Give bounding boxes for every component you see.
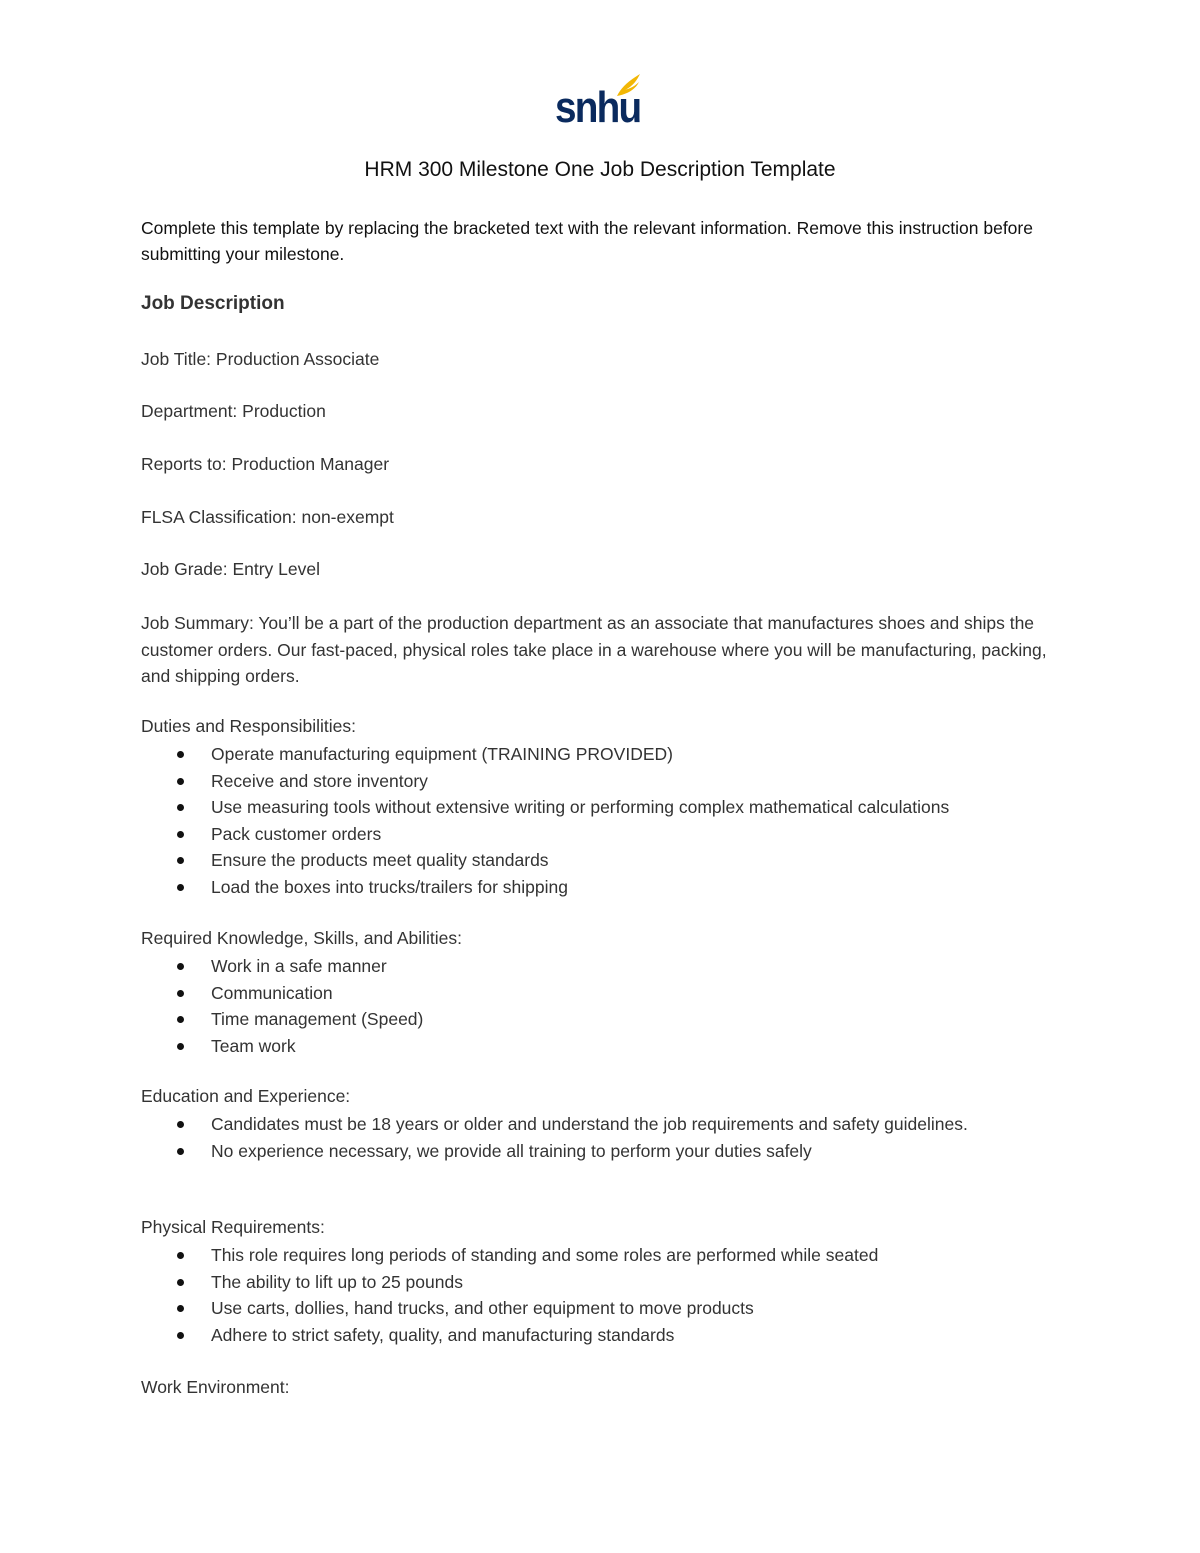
bullet-icon xyxy=(177,1252,184,1259)
list-item: Adhere to strict safety, quality, and manufacturing standards xyxy=(141,1322,1081,1349)
ksa-list xyxy=(141,953,1081,1059)
bullet-icon xyxy=(177,1148,184,1155)
bullet-icon xyxy=(177,857,184,864)
bullet-icon xyxy=(177,804,184,811)
bullet-icon xyxy=(177,1121,184,1128)
logo-text: snhu xyxy=(555,83,641,132)
physical-label: Physical Requirements: xyxy=(141,1217,325,1237)
bullet-icon xyxy=(177,831,184,838)
list-item: Team work xyxy=(141,1033,1081,1060)
snhu-logo xyxy=(555,72,645,134)
bullet-icon xyxy=(177,751,184,758)
page-title: HRM 300 Milestone One Job Description Template xyxy=(364,158,836,181)
bullet-icon xyxy=(177,778,184,785)
bullet-icon xyxy=(177,990,184,997)
duties-label: Duties and Responsibilities: xyxy=(141,716,356,736)
bullet-icon xyxy=(177,884,184,891)
bullet-icon xyxy=(177,1279,184,1286)
bullet-icon xyxy=(177,1043,184,1050)
ksa-label: Required Knowledge, Skills, and Abilities: xyxy=(141,928,463,948)
bullet-icon xyxy=(177,963,184,970)
reports-to-field: Reports to: Production Manager xyxy=(141,454,390,474)
list-item: Operate manufacturing equipment (TRAINING PROVIDED) xyxy=(141,741,1081,768)
job-title-field: Job Title: Production Associate xyxy=(141,349,380,369)
education-label: Education and Experience: xyxy=(141,1086,351,1106)
instruction-text: Complete this template by replacing the bracketed text with the relevant information. Remove this instruction before submitting your milestone. xyxy=(141,218,1033,264)
bullet-icon xyxy=(177,1305,184,1312)
section-heading: Job Description xyxy=(141,293,285,314)
department-field: Department: Production xyxy=(141,401,326,421)
list-item: No experience necessary, we provide all training to perform your duties safely xyxy=(141,1138,1001,1165)
list-item: Pack customer orders xyxy=(141,821,1081,848)
list-item: Candidates must be 18 years or older and understand the job requirements and safety guidelines. xyxy=(141,1111,1001,1138)
job-grade-field: Job Grade: Entry Level xyxy=(141,559,320,579)
bullet-icon xyxy=(177,1332,184,1339)
education-list xyxy=(141,1111,1001,1164)
duties-list xyxy=(141,741,1081,900)
list-item: Use carts, dollies, hand trucks, and other equipment to move products xyxy=(141,1295,1081,1322)
list-item: This role requires long periods of standing and some roles are performed while seated xyxy=(141,1242,1081,1269)
list-item: The ability to lift up to 25 pounds xyxy=(141,1269,1081,1296)
list-item: Use measuring tools without extensive writing or performing complex mathematical calculations xyxy=(141,794,1081,821)
flsa-field: FLSA Classification: non-exempt xyxy=(141,507,394,527)
bullet-icon xyxy=(177,1016,184,1023)
job-summary: Job Summary: You’ll be a part of the production department as an associate that manufactures shoes and ships the customer orders. Our fast-paced, physical roles take place in a warehouse where you will be manufacturing, packing, and shipping orders. xyxy=(141,613,1047,686)
physical-list xyxy=(141,1242,1081,1348)
list-item: Communication xyxy=(141,980,1081,1007)
list-item: Time management (Speed) xyxy=(141,1006,1081,1033)
list-item: Ensure the products meet quality standards xyxy=(141,847,1081,874)
list-item: Load the boxes into trucks/trailers for shipping xyxy=(141,874,1081,901)
list-item: Receive and store inventory xyxy=(141,768,1081,795)
work-environment-label: Work Environment: xyxy=(141,1377,290,1397)
list-item: Work in a safe manner xyxy=(141,953,1081,980)
